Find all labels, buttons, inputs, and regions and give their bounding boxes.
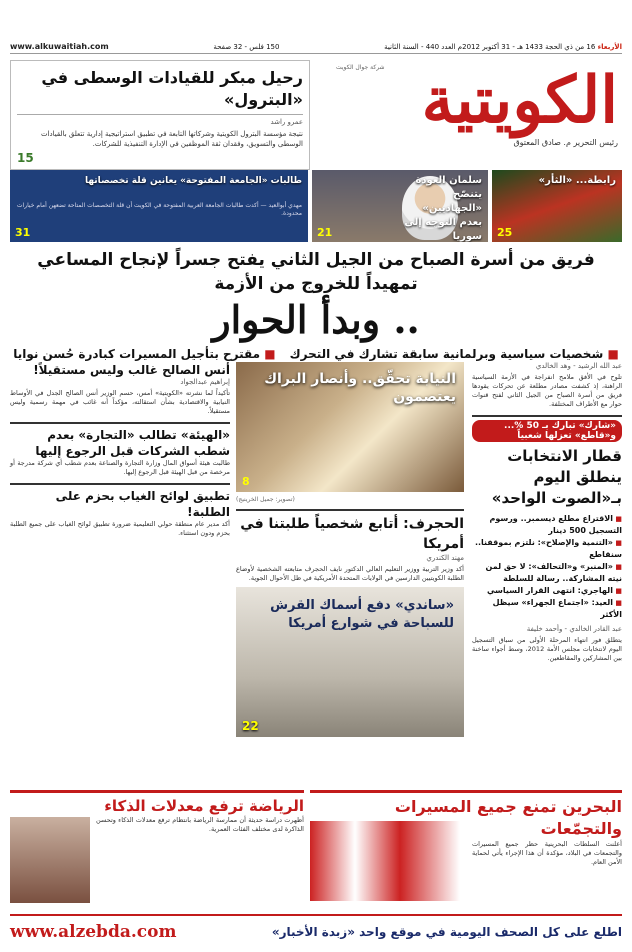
minister-story[interactable] xyxy=(10,362,230,416)
bottom-stories xyxy=(10,790,622,908)
sport-story[interactable] xyxy=(10,790,304,908)
lead-story[interactable] xyxy=(10,248,622,361)
bullet-icon: ■ xyxy=(607,347,619,361)
protest-photo[interactable] xyxy=(236,362,464,492)
education-story[interactable] xyxy=(236,509,464,583)
newspaper-logo: الكويتية xyxy=(421,63,618,138)
left-column xyxy=(10,362,230,782)
promo-football-page: 25 xyxy=(497,226,513,239)
sport-body: أظهرت دراسة حديثة أن ممارسة الرياضة بانتظام ترفع معدلات الذكاء وتحسن الذاكرة لدى مختلف الفئات العمرية. xyxy=(96,816,304,833)
sandy-photo-overlay: «ساندي» دفع أسماك القرش للسباحة في شوارع أمريكا xyxy=(270,598,454,631)
footer-message: اطلع على كل الصحف اليومية في موقع واحد «زبدة الأخبار» xyxy=(271,925,622,939)
lead-body: تلوح في الأفق ملامح انفراجة في الأزمة السياسية الراهنة، إذ كشفت مصادر مطلعة عن تحركات يقودها فريق من أسرة الصباح من الجيل الثاني لفتح قنوات حوار مع الأطراف المختلفة. xyxy=(472,373,622,408)
photo-caption: (تصوير: جميل الخرينيج) xyxy=(236,496,295,503)
lead-byline: عبد الله الرشيد - وهد الخالدي xyxy=(535,362,622,370)
promo-university-body: مهدي أبوالعيد — أكدت طالبات الجامعة العربية المفتوحة في الكويت أن قلة التخصصات المتاحة تضعهن أمام خيارات محدودة. xyxy=(16,202,302,217)
promo-university-title: طالبات «الجامعة المفتوحة» يعانين قلة تخصصاتها xyxy=(84,176,302,186)
sponsor-stamp: شركة جوال الكويت xyxy=(336,64,385,71)
top-story-body: نتيجة مؤسسة البترول الكويتية وشركاتها التابعة في تطبيق استراتيجية إدارية تتعلق بالقيادات الوسطى والتسويق، وفقدان ثقة الموظفين في الإدارة التنفيذية للشركات. xyxy=(41,130,303,148)
center-column xyxy=(236,362,464,782)
bahrain-headline: البحرين تمنع جميع المسيرات والتجمّعات xyxy=(394,797,622,838)
absence-body: أكد مدير عام منطقة حولي التعليمية ضرورة تطبيق لوائح الغياب على جميع الطلبة بحزم ودون استثناء. xyxy=(10,520,230,537)
right-column xyxy=(472,362,622,762)
cma-body: طالبت هيئة أسواق المال وزارة التجارة والصناعة بعدم شطب أي شركة مدرجة أو مرخصة من قبل الهيئة قبل الرجوع إليها. xyxy=(10,459,230,476)
list-item: ■ الاقتراع مطلع ديسمبر.. ورسوم التسجيل 500 دينار xyxy=(472,513,622,537)
lead-headline: .. وبدأ الحوار xyxy=(212,297,420,342)
issue-date: الأربعاء 16 من ذي الحجة 1433 هـ - 31 أكتوبر 2012م العدد 440 - السنة الثانية xyxy=(384,42,622,51)
lead-kicker: فريق من أسرة الصباح من الجيل الثاني يفتح جسراً لإنجاح المساعي تمهيداً للخروج من الأزمة xyxy=(37,250,595,294)
promo-football-title: رابطة... «الثأر» xyxy=(538,175,616,186)
absence-headline: تطبيق لوائح الغياب بحزم على الطلبة! xyxy=(55,489,230,519)
promo-university[interactable] xyxy=(10,170,308,242)
elections-story[interactable] xyxy=(472,415,622,663)
elections-pill: «شارك» تبارك بـ 50 %... و«قاطع» تعزلها شعبياً xyxy=(472,420,622,442)
bahrain-body: أعلنت السلطات البحرينية حظر جميع المسيرات والتجمعات في البلاد، مؤكدة أن هذا الإجراء يأتي لحماية الأمن العام. xyxy=(472,840,622,866)
bullet-icon: ■ xyxy=(264,347,276,361)
promo-strip xyxy=(10,170,622,242)
absence-story[interactable] xyxy=(10,483,230,538)
list-item: ■ العيد: «اجتماع الجهراء» سيظل الأكثر xyxy=(472,597,622,621)
list-item: ■ «المنبر» و«التحالف»: لا حق لمن نيته المشاركة.. رسالة للسلطة xyxy=(472,561,622,585)
lead-sub-1: ■ شخصيات سياسية وبرلمانية سابقة تشارك في التحرك xyxy=(289,347,619,361)
promo-football[interactable] xyxy=(492,170,622,242)
cma-headline: «الهيئة» تطالب «التجارة» بعدم شطب الشركات قبل الرجوع إليها xyxy=(35,428,230,458)
education-byline: مهند الكندري xyxy=(426,554,464,562)
promo-cleric-title: سلمان العودة يتنصّح «الجهاديين» بعدم التوجه إلى سوريا xyxy=(404,175,482,242)
lead-sub-2: ■ مقترح بتأجيل المسيرات كبادرة حُسن نوايا xyxy=(13,347,276,361)
sport-photo xyxy=(10,817,90,903)
top-bar xyxy=(10,40,622,54)
bahrain-photo xyxy=(310,821,460,901)
elections-body: يتطلق فور انتهاء المرحلة الأولى من سباق التسجيل اليوم لانتخابات مجلس الأمة 2012، وسط أجواء ساخنة بين المشاركين والمقاطعين. xyxy=(472,636,622,662)
site-url[interactable]: www.alkuwaitiah.com xyxy=(10,42,109,51)
promo-cleric[interactable] xyxy=(312,170,488,242)
cma-story[interactable] xyxy=(10,422,230,477)
minister-body: تأكيداً لما نشرته «الكويتية» أمس، حسم الوزير أنس الصالح الجدل في الأوساط النيابية والاقتصادية بشأن استقالته، مؤكداً أنه غائب في مهمة رسمية وليس مستقيلاً. xyxy=(10,389,230,415)
footer-site[interactable]: www.alzebda.com xyxy=(10,922,177,942)
protest-photo-overlay: النيابة تحقّق.. وأنصار البراك يعتصمون xyxy=(264,371,456,405)
bahrain-story[interactable] xyxy=(310,790,622,908)
minister-byline: إبراهيم عبدالجواد xyxy=(180,378,230,386)
elections-headline: قطار الانتخابات ينطلق اليوم بـ«الصوت الواحد» xyxy=(491,447,622,507)
minister-headline: أنس الصالح غالب وليس مستقيلاً! xyxy=(33,363,230,377)
top-story-title: رحيل مبكر للقيادات الوسطى في «البترول» xyxy=(17,67,303,115)
sport-headline: الرياضة ترفع معدلات الذكاء xyxy=(104,797,304,815)
top-story-box[interactable] xyxy=(10,60,310,170)
list-item: ■ الهاجري: انتهى القرار السياسي xyxy=(472,585,622,597)
protest-photo-page: 8 xyxy=(242,475,250,488)
elections-byline: عبد القادر الخالدي - وأحمد خليفة xyxy=(526,625,622,633)
price: 150 فلس - 32 صفحة xyxy=(213,42,280,51)
education-body: أكد وزير التربية ووزير التعليم العالي الدكتور نايف الحجرف متابعته الشخصية لأوضاع الطلبة الكويتيين الدارسين في الولايات المتحدة الأمريكية في ظل الأحوال الجوية. xyxy=(236,565,464,582)
footer-banner[interactable] xyxy=(10,914,622,948)
list-item: ■ «التنمية والإصلاح»: نلتزم بموقفنا.. سنقاطع xyxy=(472,537,622,561)
lead-subheads xyxy=(10,344,622,364)
top-story-page: 15 xyxy=(17,151,34,165)
elections-bullets xyxy=(472,513,622,621)
promo-cleric-page: 21 xyxy=(317,226,333,239)
education-headline: الحجرف: أتابع شخصياً طلبتنا في أمريكا xyxy=(240,516,464,552)
sandy-photo[interactable] xyxy=(236,587,464,737)
tagline: رئيس التحرير م. صادق المعتوق xyxy=(513,138,618,147)
top-story-byline: عمرو راشد xyxy=(270,118,303,126)
masthead xyxy=(328,58,618,160)
promo-university-page: 31 xyxy=(15,226,31,239)
sandy-photo-page: 22 xyxy=(242,719,259,733)
